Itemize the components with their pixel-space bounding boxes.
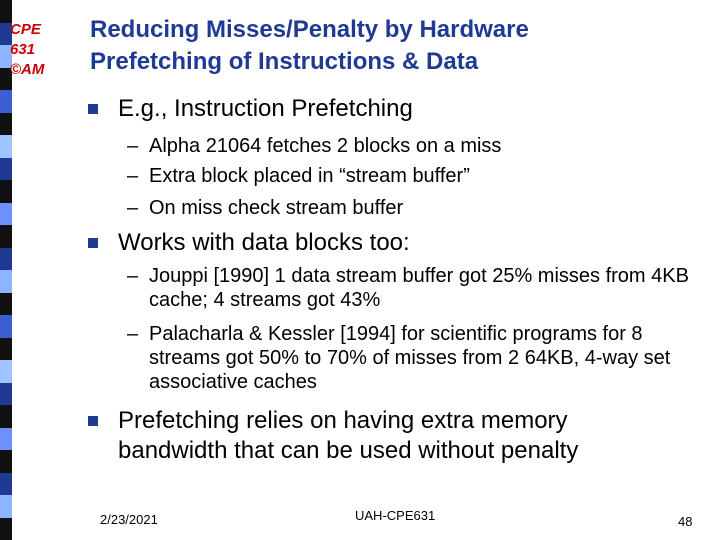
page-number: 48	[678, 514, 693, 529]
bullet-square-icon	[88, 238, 98, 248]
dash-marker: –	[127, 135, 139, 157]
bullet-text: Prefetching relies on having extra memory bandwidth that can be used without penalty	[118, 407, 579, 464]
bullet-square-icon	[88, 416, 98, 426]
sub-bullet-text: Palacharla & Kessler [1994] for scientific programs for 8 streams got 50% to 70% of misses from 2 64KB, 4-way set associative caches	[149, 323, 671, 393]
sub-bullet-item	[127, 164, 689, 188]
dash-marker: –	[127, 265, 139, 287]
sub-bullet-item	[127, 322, 689, 394]
dash-marker: –	[127, 165, 139, 187]
course-logo-line: ©AM	[10, 61, 45, 78]
dash-marker: –	[127, 197, 139, 219]
bullet-square-icon	[88, 104, 98, 114]
bullet-text: Works with data blocks too:	[118, 229, 410, 256]
course-logo	[10, 20, 72, 80]
slide-title	[90, 14, 690, 78]
bullet-text: E.g., Instruction Prefetching	[118, 95, 413, 122]
side-color-strip	[0, 0, 12, 540]
sub-bullet-text: Jouppi [1990] 1 data stream buffer got 25% misses from 4KB cache; 4 streams got 43%	[149, 265, 689, 311]
footer-course: UAH-CPE631	[355, 508, 436, 523]
footer-date: 2/23/2021	[100, 512, 158, 527]
sub-bullet-text: On miss check stream buffer	[149, 197, 404, 219]
slide-title-line: Reducing Misses/Penalty by Hardware	[90, 16, 529, 43]
sub-bullet-item	[127, 264, 689, 312]
sub-bullet-text: Alpha 21064 fetches 2 blocks on a miss	[149, 135, 502, 157]
course-logo-line: 631	[10, 41, 36, 58]
bullet-item	[88, 228, 678, 258]
sub-bullet-item	[127, 134, 689, 158]
slide-title-line: Prefetching of Instructions & Data	[90, 48, 479, 75]
sub-bullet-text: Extra block placed in “stream buffer”	[149, 165, 470, 187]
bullet-item	[88, 94, 678, 124]
sub-bullet-item	[127, 196, 689, 220]
bullet-item	[88, 406, 678, 466]
dash-marker: –	[127, 323, 139, 345]
course-logo-line: CPE	[10, 21, 41, 38]
